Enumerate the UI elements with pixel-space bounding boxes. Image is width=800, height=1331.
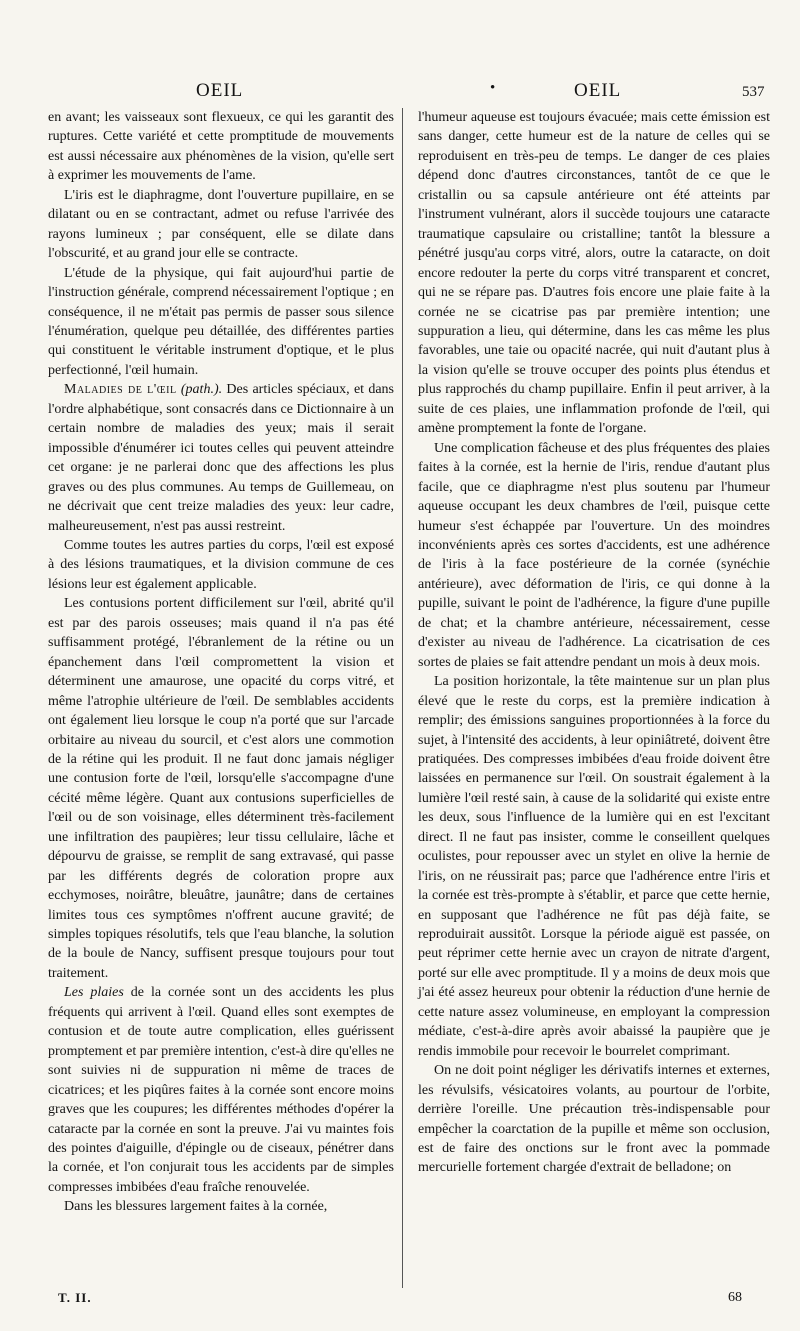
paragraph: Comme toutes les autres parties du corps, l'œil est exposé à des lésions traumatiques, et la division commune de ces lésions leur est également applicable. (48, 537, 394, 592)
entry-body: Des articles spéciaux, et dans l'ordre alphabétique, sont consacrés dans ce Dictionnaire à un certain nombre de maladies des yeux; mais il serait impossible d'énumérer ici toutes celles qui peuvent atteindre cet organe: je ne parlerai donc que des affections les plus graves ou des plus communes. Au temps de Guillemeau, on ne décrivait que cent treize maladies des yeux: leur cadre, malheureusement, n'est pas aussi restreint. (48, 382, 394, 534)
column-divider (402, 108, 403, 1288)
paragraph: La position horizontale, la tête maintenue sur un plan plus élevé que le reste du corps, est la première indication à remplir; des émissions sanguines proportionnées à la force du sujet, à l'intensité des accidents, à leur opiniâtreté, doivent être pratiquées. Des compresses imbibées d'eau froide doivent être laissées en permanence sur l'œil. On soustrait également à la lumière l'œil resté sain, à cause de la solidarité qui existe entre les deux, sous l'influence de la lumière qui en est l'excitant direct. Il ne faut pas insister, comme le conseillent quelques oculistes, pour repousser avec un stylet en olive la hernie de l'iris, on ne réussirait pas; parce que l'adhérence entre l'iris et la cornée est très-prompte à s'établir, et parce que cette hernie, en supposant que l'adhérence ne fût pas déjà faite, se reproduirait aussitôt. Lorsque la période aiguë est passée, on peut réprimer cette hernie avec un crayon de nitrate d'argent, porté sur elle avec promptitude. Il y a moins de deux mois que j'ai été assez heureux pour obtenir la réduction d'une hernie de cette nature assez volumineuse, en employant la compression médiate, c'est-à-dire après avoir abaissé la paupière que je rendis immobile pour recevoir le bourrelet comprimant. (418, 674, 770, 1059)
paragraph: L'iris est le diaphragme, dont l'ouverture pupillaire, en se dilatant ou en se contractant, admet ou refuse l'arrivée des rayons lumineux ; par conséquent, elle se dilate dans l'obscurité, et au grand jour elle se contracte. (48, 187, 394, 262)
paragraph (48, 983, 394, 1197)
entry-tag: (path.). (180, 382, 223, 398)
running-header (0, 76, 800, 102)
paragraph: Les contusions portent difficilement sur l'œil, abrité qu'il est par des parois osseuses; mais quand il n'a pas été suffisamment protégé, l'ébranlement de la rétine ou un épanchement dans l'œil compromettent la vision et déterminent une amaurose, une opacité du corps vitré, et même l'atrophie ultérieure de l'œil. De semblables accidents ont également lieu lorsque le coup n'a porté que sur l'arcade orbitaire au niveau du sourcil, et c'est alors une commotion de la rétine qui les produit. Il ne faut donc jamais négliger une contusion forte de l'œil, lorsqu'elle s'accompagne d'une cécité même légère. Quant aux contusions superficielles de l'œil ou de son voisinage, elles déterminent très-facilement une infiltration des paupières; leur tissu cellulaire, lâche et dépourvu de graisse, se remplit de sang extravasé, qui passe par les différents degrés de coloration propre aux ecchymoses, noirâtre, bleuâtre, jaunâtre; dans de certaines limites tous ces symptômes n'offrent aucune gravité; de simples topiques résolutifs, tels que l'eau blanche, la solution de la boule de Nancy, suffisent presque toujours pour tout traitement. (48, 596, 394, 981)
right-running-title: OEIL (574, 80, 622, 101)
paragraph: On ne doit point négliger les dérivatifs internes et externes, les révulsifs, vésicatoires volants, au pourtour de l'orbite, derrière l'oreille. Une précaution très-indispensable pour empêcher la coarctation de la pupille et même son occlusion, est de faire des onctions sur le front avec la pommade mercurielle fortement chargée d'extrait de belladone; on (418, 1063, 770, 1176)
entry-heading: Maladies de l'œil (64, 382, 177, 398)
paragraph: Une complication fâcheuse et des plus fréquentes des plaies faites à la cornée, est la hernie de l'iris, rendue d'autant plus facile, que ce diaphragme n'est plus soutenu par l'humeur aqueuse occupant les deux chambres de l'œil, puisque cette humeur s'est échappée par l'ouverture. Un des moindres inconvénients après ces sortes d'accidents, est une adhérence de l'iris à la face postérieure de la cornée (synéchie antérieure), avec déformation de l'iris, ce qui donne à la pupille, suivant le point de l'adhérence, la figure d'une pupille de chat; et la chambre antérieure, nécessairement, cesse d'exister au niveau de l'adhérence. La cicatrisation de ces sortes de plaies se fait attendre pendant un mois à deux mois. (418, 440, 770, 670)
paragraph: L'étude de la physique, qui fait aujourd'hui partie de l'instruction générale, comprend nécessairement l'optique ; en conséquence, il ne m'était pas permis de passer sous silence l'énumération, quelque peu détaillée, des différentes parties qui constituent le véritable instrument d'optique, et le plus perfectionné, l'œil humain. (48, 265, 394, 378)
left-column (48, 108, 394, 1217)
paragraph: l'humeur aqueuse est toujours évacuée; mais cette émission est sans danger, cette humeur est de la nature de celles qui se reproduisent en très-peu de temps. Le danger de ces plaies dépend donc d'autres circonstances, tantôt de ce que le cristallin ou sa capsule antérieure ont été atteints par l'instrument vulnérant, alors il succède toujours une cataracte traumatique capsulaire ou cristalline; tantôt la blessure a pénétré jusqu'au corps vitré, alors, outre la cataracte, on doit encore redouter la perte du corps vitré transparent et concret, qui ne se répare pas. D'autres fois encore une plaie faite à la cornée ne se cicatrise pas par première intention; une suppuration a lieu, qui détermine, dans les cas même les plus favorables, une taie ou opacité nacrée, qui nuit d'autant plus à la vision qu'elle se trouve occuper des points plus étendus et plus rapprochés du champ pupillaire. Enfin il peut arriver, à la suite de ces plaies, une inflammation profonde de l'œil, qui amène promptement la fonte de l'organe. (418, 110, 770, 437)
volume-mark: T. II. (58, 1290, 92, 1305)
paragraph: en avant; les vaisseaux sont flexueux, ce qui les garantit des ruptures. Cette variété et cette promptitude de mouvements est aussi nécessaire aux phénomènes de la vision, qu'elle sert à exprimer les mouvements de l'ame. (48, 110, 394, 184)
paragraph (48, 380, 394, 536)
paragraph-body: de la cornée sont un des accidents les plus fréquents qui arrivent à l'œil. Quand elles sont exemptes de contusion et de toute autre complication, elles guérissent promptement et par première intention, c'est-à dire qu'elles ne sont suivies ni de suppuration ni même de traces de cicatrices; et les piqûres faites à la cornée sont encore moins graves que les coupures; les différentes méthodes d'opérer la cataracte par la cornée en sont la preuve. J'ai vu maintes fois des pointes d'aiguille, d'épingle ou de ciseaux, pénétrer dans la cornée, et l'on conjurait tous les accidents par de simples compresses imbibées d'eau fraîche renouvelée. (48, 985, 395, 1195)
left-running-title: OEIL (196, 80, 244, 101)
header-mark: • (490, 80, 497, 96)
signature-mark: 68 (728, 1290, 742, 1305)
paragraph: Dans les blessures largement faites à la cornée, (64, 1199, 328, 1215)
right-column (418, 108, 770, 1178)
paragraph-lead: Les plaies (64, 985, 124, 1001)
page-number: 537 (742, 84, 765, 100)
